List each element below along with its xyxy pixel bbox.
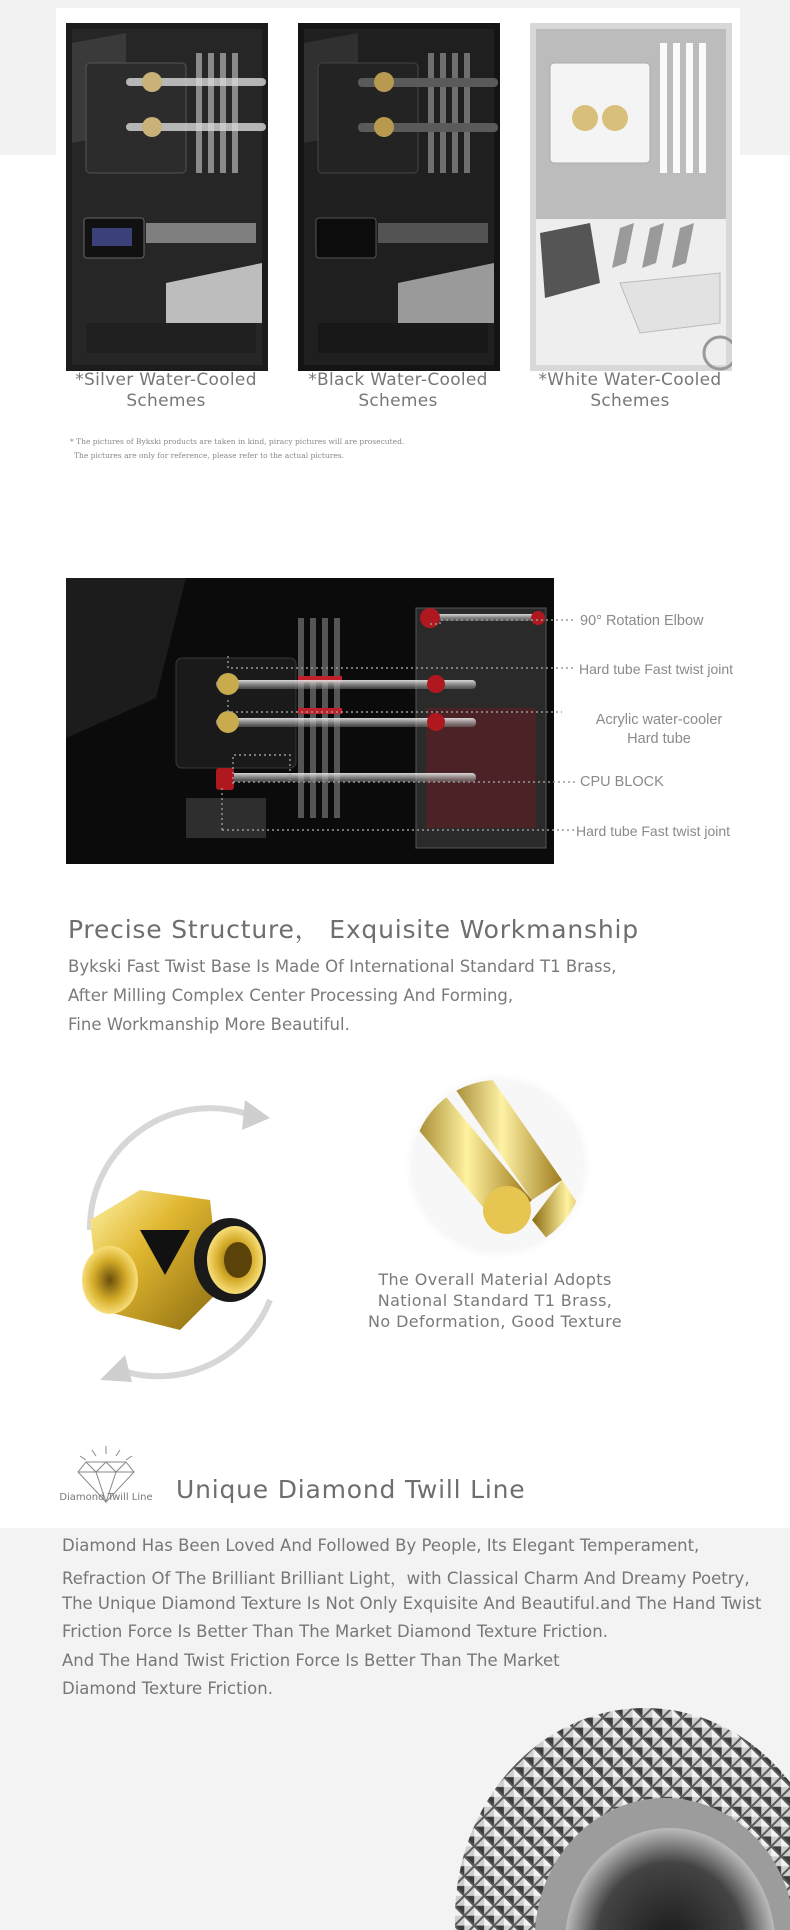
callout-fast-twist-joint: Hard tube Fast twist joint: [579, 661, 734, 677]
precise-paragraph-line: Bykski Fast Twist Base Is Made Of International Standard T1 Brass,: [68, 957, 617, 976]
caption-line: *Silver Water-Cooled: [75, 370, 257, 390]
caption-line: *White Water-Cooled: [538, 370, 722, 390]
precise-paragraph-line: Fine Workmanship More Beautiful.: [68, 1015, 350, 1034]
disclaimer-note: * The pictures of Bykski products are taken in kind, piracy pictures will are prosecuted.: [70, 437, 405, 446]
brass-caption-line: National Standard T1 Brass,: [377, 1291, 613, 1310]
brass-caption-line: No Deformation, Good Texture: [368, 1312, 622, 1331]
brass-elbow-fitting-image: [70, 1090, 310, 1390]
brass-caption-line: The Overall Material Adopts: [378, 1270, 612, 1289]
diamond-paragraph-line: Diamond Texture Friction.: [62, 1679, 273, 1698]
diamond-logo-caption: Diamond Twill Line: [59, 1492, 153, 1503]
callout-cpu-block: CPU BLOCK: [580, 774, 664, 790]
diamond-paragraph-line: And The Hand Twist Friction Force Is Better Than The Market: [62, 1651, 560, 1670]
disclaimer-note: The pictures are only for reference, please refer to the actual pictures.: [74, 451, 344, 460]
caption-line: Schemes: [590, 391, 670, 411]
caption-line: Schemes: [358, 391, 438, 411]
diamond-paragraph-line: Friction Force Is Better Than The Market Diamond Texture Friction.: [62, 1622, 608, 1641]
brass-rods-image: [412, 1080, 584, 1252]
diamond-paragraph-line: Refraction Of The Brilliant Brilliant Light，with Classical Charm And Dreamy Poetry,: [62, 1569, 750, 1588]
precise-paragraph-line: After Milling Complex Center Processing And Forming,: [68, 986, 514, 1005]
callout-acrylic-hard-tube: [579, 711, 739, 749]
caption-line: Schemes: [126, 391, 206, 411]
callout-line: Acrylic water-cooler: [595, 712, 723, 728]
callout-rotation-elbow: 90° Rotation Elbow: [580, 613, 704, 629]
precise-structure-heading: Precise Structure， Exquisite Workmanship: [68, 915, 639, 944]
caption-line: *Black Water-Cooled: [308, 370, 488, 390]
diamond-paragraph-line: The Unique Diamond Texture Is Not Only Exquisite And Beautiful.and The Hand Twist: [62, 1594, 762, 1613]
callout-fast-twist-joint-2: Hard tube Fast twist joint: [576, 823, 731, 839]
callout-line: Hard tube: [627, 731, 691, 747]
knurled-nut-image: [395, 1688, 790, 1930]
diamond-heading: Unique Diamond Twill Line: [176, 1475, 526, 1504]
diamond-paragraph-line: Diamond Has Been Loved And Followed By People, Its Elegant Temperament,: [62, 1536, 700, 1555]
callout-leader-lines: [0, 0, 790, 900]
